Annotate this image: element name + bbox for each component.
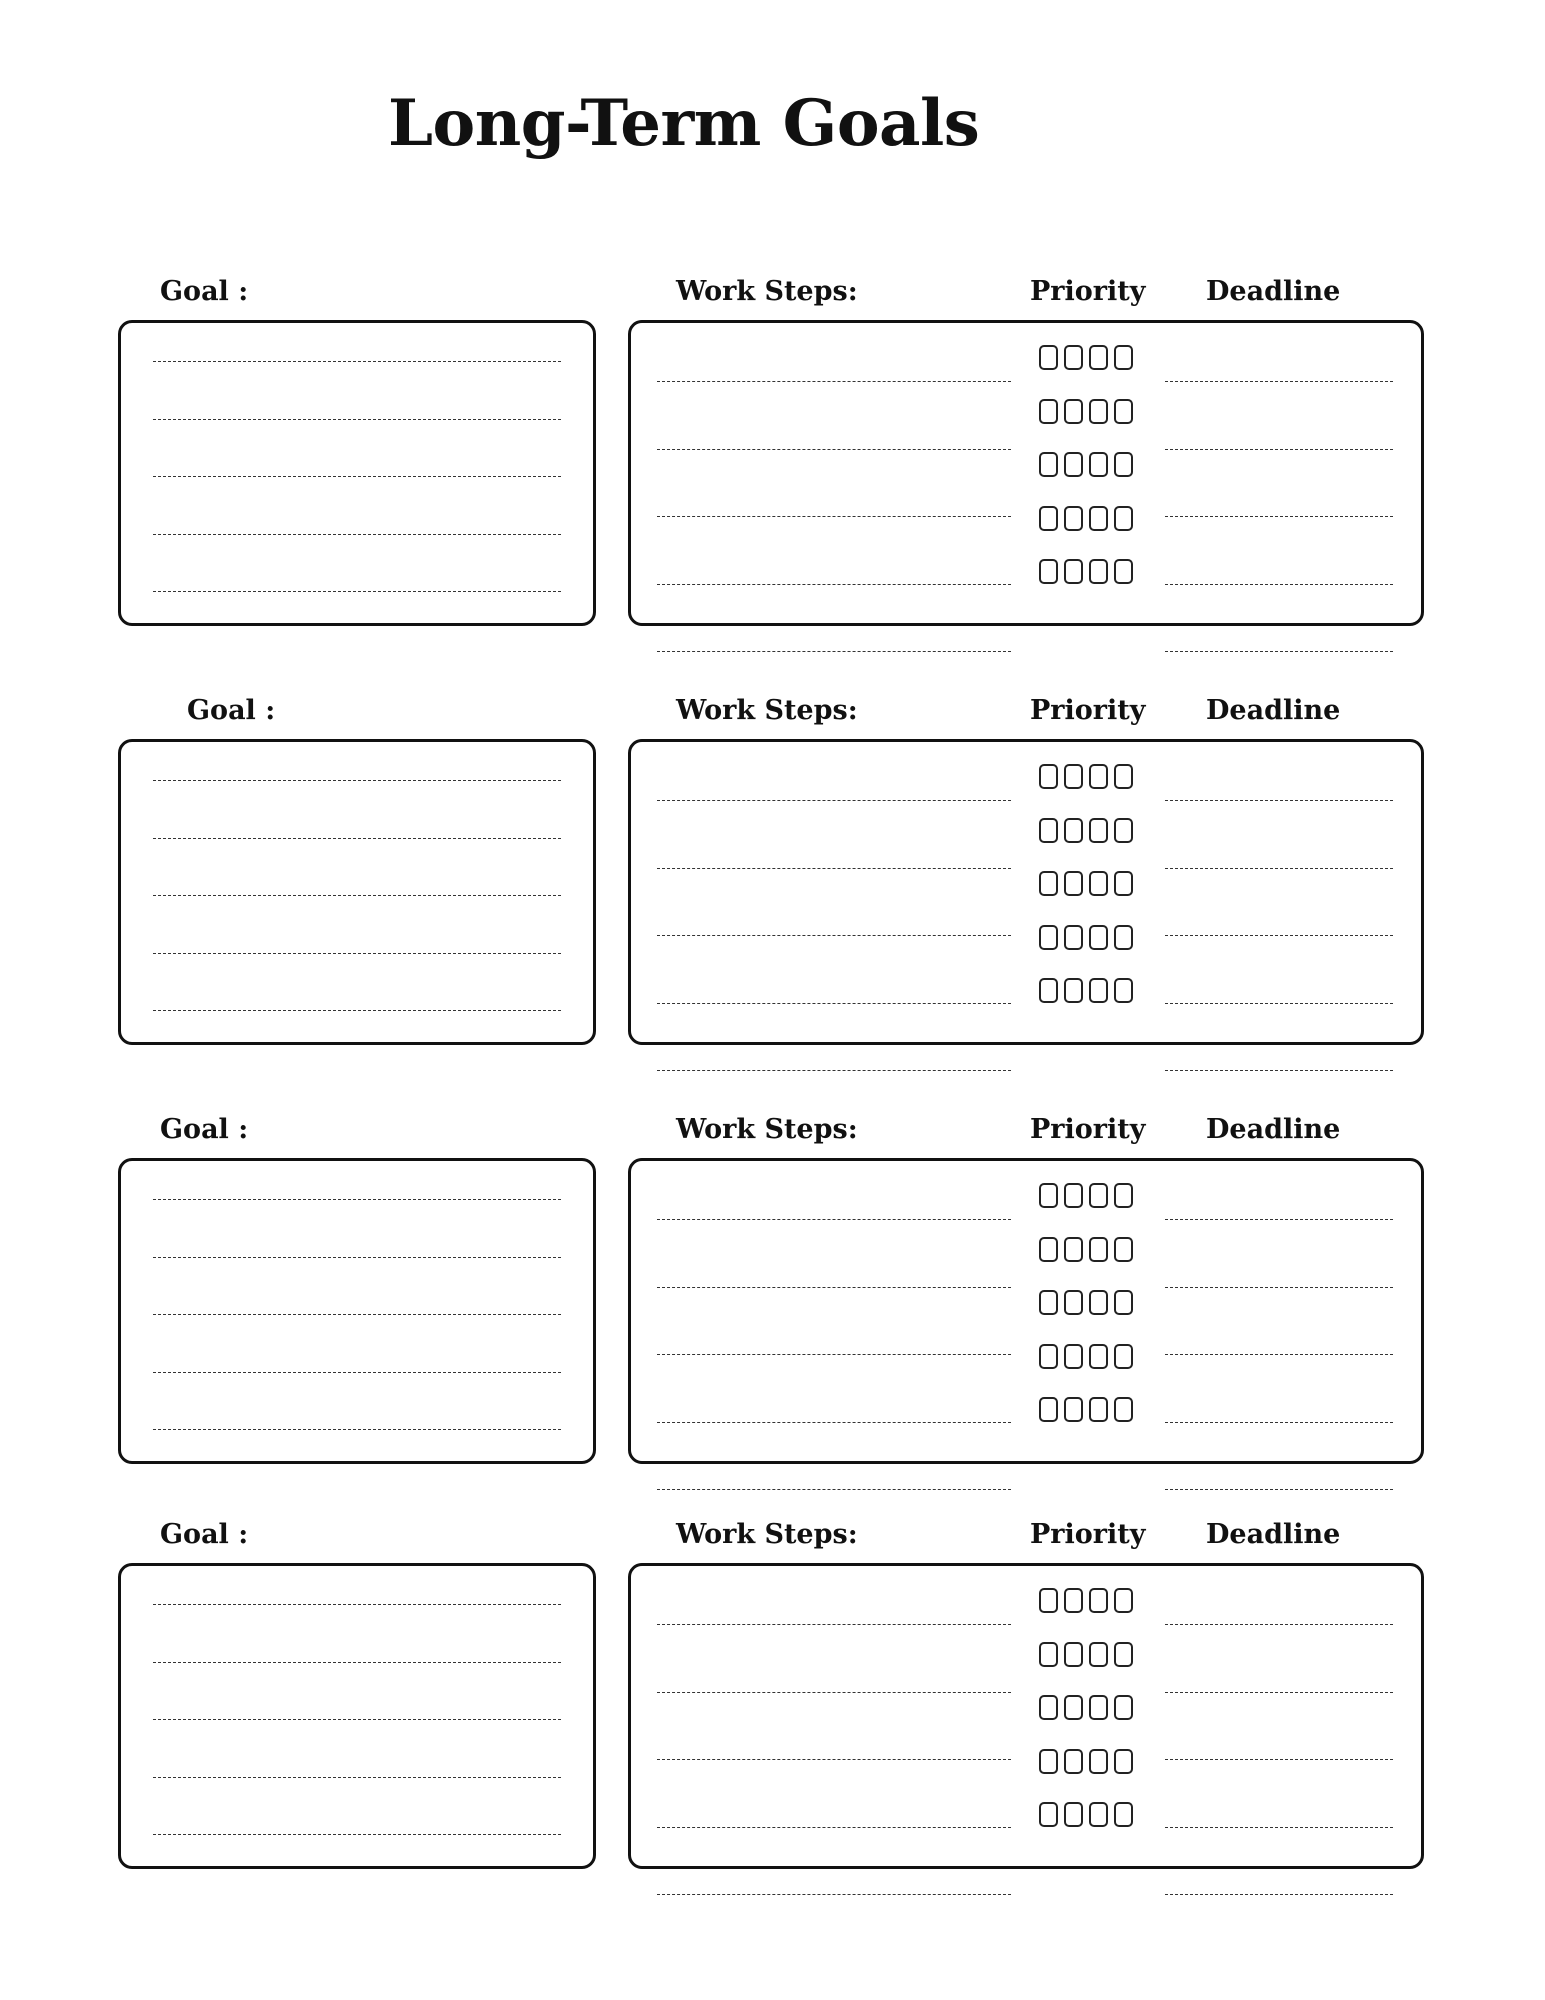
priority-checkbox[interactable] xyxy=(1089,1642,1108,1667)
deadline-line[interactable] xyxy=(1165,1287,1393,1288)
goal-box[interactable] xyxy=(118,320,596,626)
deadline-line[interactable] xyxy=(1165,381,1393,382)
priority-checkbox-row xyxy=(1039,1183,1133,1211)
work-step-line[interactable] xyxy=(657,1219,1011,1220)
priority-checkbox[interactable] xyxy=(1064,818,1083,843)
goal-section xyxy=(0,1521,1545,1921)
priority-checkbox[interactable] xyxy=(1089,1588,1108,1613)
priority-checkbox[interactable] xyxy=(1039,1237,1058,1262)
priority-checkbox[interactable] xyxy=(1089,1237,1108,1262)
goal-writing-line[interactable] xyxy=(153,1314,561,1315)
priority-checkbox-row xyxy=(1039,871,1133,899)
goal-label: Goal : xyxy=(160,1519,249,1550)
goal-writing-line[interactable] xyxy=(153,1429,561,1430)
work-step-line[interactable] xyxy=(657,1692,1011,1693)
priority-checkbox[interactable] xyxy=(1064,1237,1083,1262)
priority-checkbox[interactable] xyxy=(1089,1290,1108,1315)
priority-checkbox-row xyxy=(1039,764,1133,792)
goal-writing-line[interactable] xyxy=(153,591,561,592)
deadline-line[interactable] xyxy=(1165,1354,1393,1355)
deadline-line[interactable] xyxy=(1165,584,1393,585)
priority-checkbox[interactable] xyxy=(1089,1397,1108,1422)
goal-writing-line[interactable] xyxy=(153,1834,561,1835)
priority-checkbox[interactable] xyxy=(1039,871,1058,896)
deadline-line[interactable] xyxy=(1165,1759,1393,1760)
priority-checkbox[interactable] xyxy=(1064,1802,1083,1827)
priority-checkbox[interactable] xyxy=(1089,345,1108,370)
priority-checkbox[interactable] xyxy=(1114,452,1133,477)
deadline-line[interactable] xyxy=(1165,1003,1393,1004)
goal-label: Goal : xyxy=(160,1114,249,1145)
priority-checkbox-row xyxy=(1039,345,1133,373)
work-step-line[interactable] xyxy=(657,1422,1011,1423)
priority-checkbox-row xyxy=(1039,1397,1133,1425)
priority-checkbox[interactable] xyxy=(1064,399,1083,424)
work-step-line[interactable] xyxy=(657,449,1011,450)
priority-checkbox-row xyxy=(1039,1642,1133,1670)
priority-checkbox[interactable] xyxy=(1039,1695,1058,1720)
priority-label: Priority xyxy=(1030,1114,1146,1145)
deadline-line[interactable] xyxy=(1165,1489,1393,1490)
deadline-label: Deadline xyxy=(1206,1519,1341,1550)
work-step-line[interactable] xyxy=(657,1489,1011,1490)
priority-checkbox[interactable] xyxy=(1064,1397,1083,1422)
priority-checkbox-row xyxy=(1039,978,1133,1006)
priority-checkbox[interactable] xyxy=(1039,978,1058,1003)
priority-checkbox-row xyxy=(1039,1695,1133,1723)
priority-checkbox[interactable] xyxy=(1114,1749,1133,1774)
priority-checkbox[interactable] xyxy=(1089,1749,1108,1774)
priority-checkbox[interactable] xyxy=(1039,1397,1058,1422)
priority-checkbox[interactable] xyxy=(1064,1642,1083,1667)
priority-checkbox[interactable] xyxy=(1114,925,1133,950)
goal-writing-line[interactable] xyxy=(153,1604,561,1605)
work-step-line[interactable] xyxy=(657,1759,1011,1760)
goal-section xyxy=(0,278,1545,678)
priority-checkbox[interactable] xyxy=(1039,1588,1058,1613)
priority-checkbox[interactable] xyxy=(1089,818,1108,843)
work-step-line[interactable] xyxy=(657,1894,1011,1895)
priority-checkbox[interactable] xyxy=(1064,1183,1083,1208)
goal-section xyxy=(0,697,1545,1097)
page-title: Long-Term Goals xyxy=(388,86,980,161)
priority-checkbox[interactable] xyxy=(1114,764,1133,789)
deadline-line[interactable] xyxy=(1165,651,1393,652)
priority-checkbox[interactable] xyxy=(1039,1290,1058,1315)
priority-checkbox[interactable] xyxy=(1039,1183,1058,1208)
priority-checkbox[interactable] xyxy=(1064,1344,1083,1369)
deadline-line[interactable] xyxy=(1165,1422,1393,1423)
priority-checkbox-row xyxy=(1039,1802,1133,1830)
goal-writing-line[interactable] xyxy=(153,895,561,896)
priority-checkbox[interactable] xyxy=(1064,764,1083,789)
priority-checkbox-row xyxy=(1039,1290,1133,1318)
work-steps-label: Work Steps: xyxy=(676,1519,858,1550)
goal-label: Goal : xyxy=(187,695,276,726)
deadline-line[interactable] xyxy=(1165,1894,1393,1895)
priority-checkbox[interactable] xyxy=(1089,1802,1108,1827)
priority-checkbox[interactable] xyxy=(1114,1802,1133,1827)
priority-checkbox-row xyxy=(1039,452,1133,480)
work-step-line[interactable] xyxy=(657,1624,1011,1625)
priority-checkbox[interactable] xyxy=(1089,925,1108,950)
priority-checkbox[interactable] xyxy=(1114,1237,1133,1262)
goal-writing-line[interactable] xyxy=(153,534,561,535)
goal-writing-line[interactable] xyxy=(153,953,561,954)
priority-checkbox[interactable] xyxy=(1114,1397,1133,1422)
goal-writing-line[interactable] xyxy=(153,1662,561,1663)
priority-checkbox[interactable] xyxy=(1039,559,1058,584)
priority-checkbox[interactable] xyxy=(1114,559,1133,584)
work-step-line[interactable] xyxy=(657,584,1011,585)
work-steps-label: Work Steps: xyxy=(676,1114,858,1145)
priority-checkbox[interactable] xyxy=(1089,452,1108,477)
priority-checkbox[interactable] xyxy=(1114,399,1133,424)
work-steps-label: Work Steps: xyxy=(676,695,858,726)
priority-checkbox[interactable] xyxy=(1114,1695,1133,1720)
deadline-line[interactable] xyxy=(1165,1692,1393,1693)
priority-checkbox[interactable] xyxy=(1089,871,1108,896)
priority-checkbox[interactable] xyxy=(1089,559,1108,584)
work-step-line[interactable] xyxy=(657,1827,1011,1828)
deadline-line[interactable] xyxy=(1165,868,1393,869)
priority-checkbox[interactable] xyxy=(1089,764,1108,789)
priority-checkbox[interactable] xyxy=(1064,559,1083,584)
priority-checkbox-row xyxy=(1039,1237,1133,1265)
goal-writing-line[interactable] xyxy=(153,1257,561,1258)
goal-writing-line[interactable] xyxy=(153,1719,561,1720)
work-step-line[interactable] xyxy=(657,868,1011,869)
deadline-line[interactable] xyxy=(1165,1219,1393,1220)
priority-checkbox[interactable] xyxy=(1114,1588,1133,1613)
priority-checkbox-row xyxy=(1039,1749,1133,1777)
priority-checkbox[interactable] xyxy=(1114,1290,1133,1315)
work-steps-box xyxy=(628,320,1424,626)
priority-checkbox[interactable] xyxy=(1114,1183,1133,1208)
deadline-line[interactable] xyxy=(1165,516,1393,517)
priority-checkbox-row xyxy=(1039,1588,1133,1616)
priority-checkbox[interactable] xyxy=(1039,818,1058,843)
deadline-label: Deadline xyxy=(1206,1114,1341,1145)
work-step-line[interactable] xyxy=(657,516,1011,517)
priority-checkbox[interactable] xyxy=(1114,871,1133,896)
priority-checkbox[interactable] xyxy=(1039,452,1058,477)
work-step-line[interactable] xyxy=(657,1354,1011,1355)
deadline-line[interactable] xyxy=(1165,1827,1393,1828)
priority-checkbox[interactable] xyxy=(1089,1695,1108,1720)
deadline-label: Deadline xyxy=(1206,276,1341,307)
work-step-line[interactable] xyxy=(657,381,1011,382)
deadline-label: Deadline xyxy=(1206,695,1341,726)
priority-checkbox[interactable] xyxy=(1039,764,1058,789)
priority-checkbox-row xyxy=(1039,818,1133,846)
work-steps-box xyxy=(628,1158,1424,1464)
priority-checkbox[interactable] xyxy=(1114,1344,1133,1369)
priority-checkbox-row xyxy=(1039,399,1133,427)
priority-checkbox[interactable] xyxy=(1064,978,1083,1003)
goal-writing-line[interactable] xyxy=(153,1010,561,1011)
priority-checkbox[interactable] xyxy=(1064,452,1083,477)
priority-checkbox[interactable] xyxy=(1039,1642,1058,1667)
goal-box[interactable] xyxy=(118,1158,596,1464)
goal-label: Goal : xyxy=(160,276,249,307)
priority-label: Priority xyxy=(1030,1519,1146,1550)
priority-checkbox[interactable] xyxy=(1039,399,1058,424)
work-step-line[interactable] xyxy=(657,651,1011,652)
priority-checkbox[interactable] xyxy=(1064,345,1083,370)
priority-checkbox[interactable] xyxy=(1089,1183,1108,1208)
deadline-line[interactable] xyxy=(1165,1624,1393,1625)
goal-writing-line[interactable] xyxy=(153,476,561,477)
priority-checkbox-row xyxy=(1039,559,1133,587)
priority-checkbox[interactable] xyxy=(1064,925,1083,950)
deadline-line[interactable] xyxy=(1165,1070,1393,1071)
goal-section xyxy=(0,1116,1545,1516)
priority-checkbox[interactable] xyxy=(1114,345,1133,370)
goal-box[interactable] xyxy=(118,1563,596,1869)
goal-writing-line[interactable] xyxy=(153,419,561,420)
deadline-line[interactable] xyxy=(1165,800,1393,801)
priority-checkbox[interactable] xyxy=(1114,1642,1133,1667)
priority-checkbox[interactable] xyxy=(1089,399,1108,424)
priority-checkbox[interactable] xyxy=(1039,1344,1058,1369)
work-step-line[interactable] xyxy=(657,1287,1011,1288)
work-steps-label: Work Steps: xyxy=(676,276,858,307)
priority-checkbox[interactable] xyxy=(1089,1344,1108,1369)
goal-writing-line[interactable] xyxy=(153,1199,561,1200)
priority-checkbox[interactable] xyxy=(1064,1749,1083,1774)
priority-checkbox-row xyxy=(1039,925,1133,953)
priority-checkbox[interactable] xyxy=(1039,506,1058,531)
priority-checkbox[interactable] xyxy=(1039,925,1058,950)
work-step-line[interactable] xyxy=(657,800,1011,801)
priority-checkbox[interactable] xyxy=(1089,506,1108,531)
priority-checkbox-row xyxy=(1039,506,1133,534)
priority-checkbox[interactable] xyxy=(1039,345,1058,370)
priority-checkbox[interactable] xyxy=(1114,506,1133,531)
work-step-line[interactable] xyxy=(657,1070,1011,1071)
priority-checkbox[interactable] xyxy=(1089,978,1108,1003)
deadline-line[interactable] xyxy=(1165,449,1393,450)
priority-checkbox[interactable] xyxy=(1064,1290,1083,1315)
priority-label: Priority xyxy=(1030,276,1146,307)
priority-checkbox[interactable] xyxy=(1114,818,1133,843)
priority-checkbox[interactable] xyxy=(1064,1695,1083,1720)
work-steps-box xyxy=(628,1563,1424,1869)
priority-checkbox[interactable] xyxy=(1064,871,1083,896)
priority-checkbox[interactable] xyxy=(1039,1802,1058,1827)
goal-writing-line[interactable] xyxy=(153,1777,561,1778)
priority-checkbox[interactable] xyxy=(1114,978,1133,1003)
goal-writing-line[interactable] xyxy=(153,361,561,362)
deadline-line[interactable] xyxy=(1165,935,1393,936)
goal-writing-line[interactable] xyxy=(153,838,561,839)
priority-label: Priority xyxy=(1030,695,1146,726)
work-step-line[interactable] xyxy=(657,935,1011,936)
priority-checkbox[interactable] xyxy=(1064,506,1083,531)
priority-checkbox[interactable] xyxy=(1039,1749,1058,1774)
priority-checkbox[interactable] xyxy=(1064,1588,1083,1613)
goal-box[interactable] xyxy=(118,739,596,1045)
priority-checkbox-row xyxy=(1039,1344,1133,1372)
work-step-line[interactable] xyxy=(657,1003,1011,1004)
work-steps-box xyxy=(628,739,1424,1045)
goal-writing-line[interactable] xyxy=(153,780,561,781)
goal-writing-line[interactable] xyxy=(153,1372,561,1373)
